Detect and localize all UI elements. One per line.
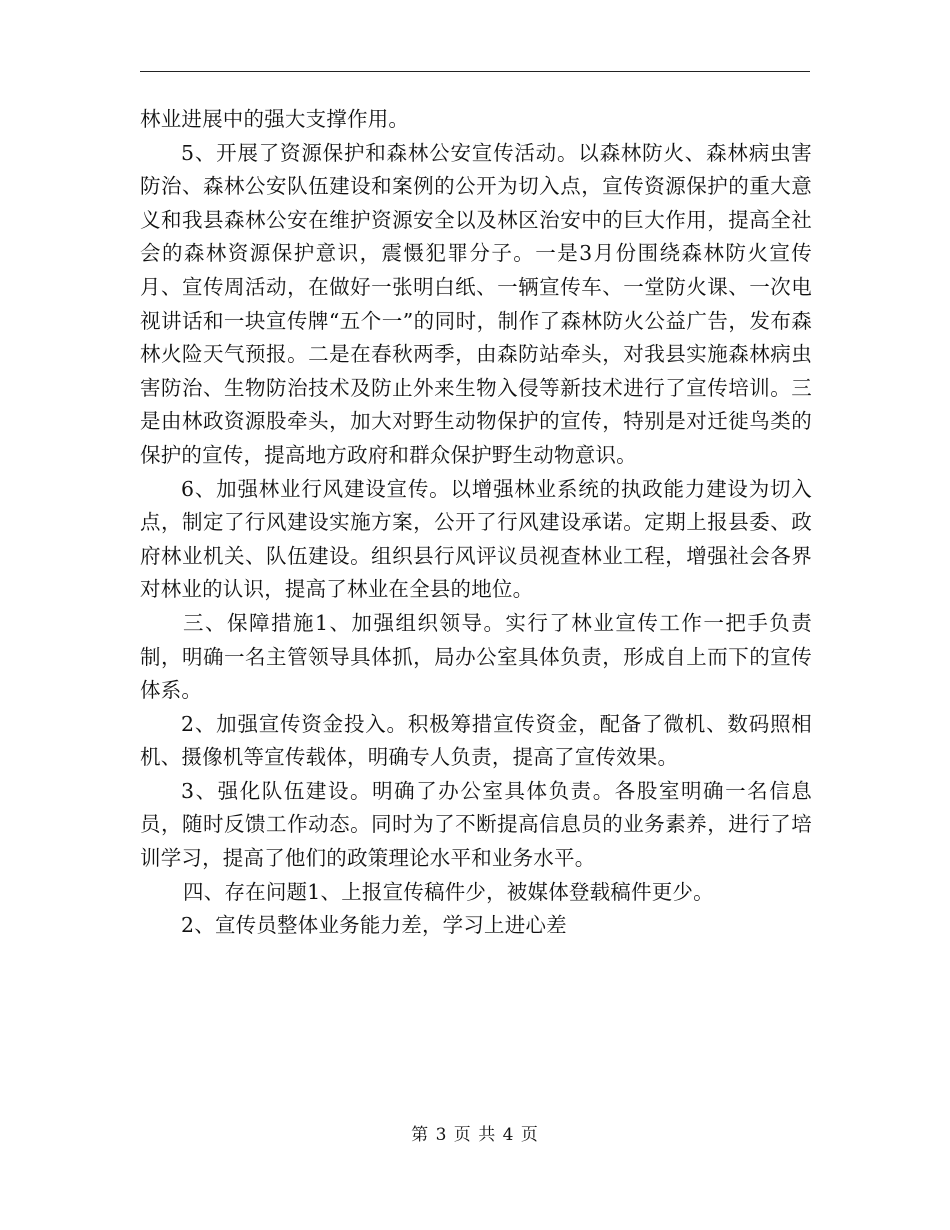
paragraph-continuation: 林业进展中的强大支撑作用。 <box>140 107 410 131</box>
document-body <box>140 103 812 943</box>
paragraph-item-6: 6、加强林业行风建设宣传。以增强林业系统的执政能力建设为切入点，制定了行风建设实施方案，公开了行风建设承诺。定期上报县委、政府林业机关、队伍建设。组织县行风评议员视查林业工程，增强社会各界对林业的认识，提高了林业在全县的地位。 <box>140 476 812 602</box>
paragraph-team: 3、强化队伍建设。明确了办公室具体负责。各股室明确一名信息员，随时反馈工作动态。同时为了不断提高信息员的业务素养，进行了培训学习，提高了他们的政策理论水平和业务水平。 <box>140 778 812 871</box>
page-number: 第 3 页 共 4 页 <box>411 1125 539 1145</box>
paragraph-item-5: 5、开展了资源保护和森林公安宣传活动。以森林防火、森林病虫害防治、森林公安队伍建设和案例的公开为切入点，宣传资源保护的重大意义和我县森林公安在维护资源安全以及林区治安中的巨大作用，提高全社会的森林资源保护意识，震慑犯罪分子。一是3月份围绕森林防火宣传月、宣传周活动，在做好一张明白纸、一辆宣传车、一堂防火课、一次电视讲话和一块宣传牌“五个一”的同时，制作了森林防火公益广告，发布森林火险天气预报。二是在春秋两季，由森防站牵头，对我县实施森林病虫害防治、生物防治技术及防止外来生物入侵等新技术进行了宣传培训。三是由林政资源股牵头，加大对野生动物保护的宣传，特别是对迁徙鸟类的保护的宣传，提高地方政府和群众保护野生动物意识。 <box>140 140 812 467</box>
paragraph-section-4: 四、存在问题1、上报宣传稿件少，被媒体登载稿件更少。 <box>183 879 714 904</box>
paragraph-problem-2: 2、宣传员整体业务能力差，学习上进心差 <box>181 913 567 938</box>
paragraph-funding: 2、加强宣传资金投入。积极筹措宣传资金，配备了微机、数码照相机、摄像机等宣传载体，明确专人负责，提高了宣传效果。 <box>140 711 812 770</box>
paragraph-section-3: 三、保障措施1、加强组织领导。实行了林业宣传工作一把手负责制，明确一名主管领导具体抓，局办公室具体负责，形成自上而下的宣传体系。 <box>140 610 812 703</box>
header-rule <box>140 71 810 72</box>
